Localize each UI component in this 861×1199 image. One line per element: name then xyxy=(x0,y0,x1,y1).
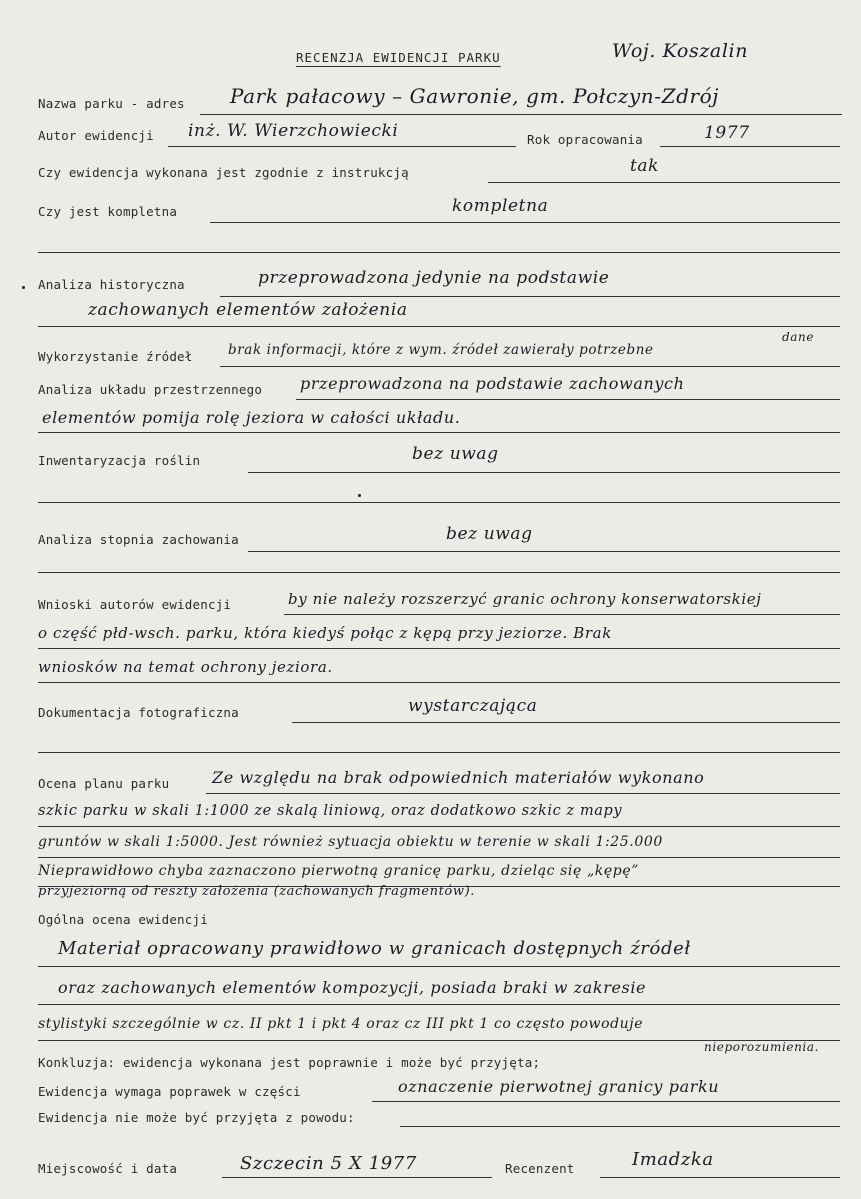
entry-complete: kompletna xyxy=(452,196,549,216)
entry-overall-3: stylistyki szczególnie w cz. II pkt 1 i pkt 4 oraz cz III pkt 1 co często powoduje xyxy=(38,1016,644,1032)
entry-plan-5: przyjeziorną od reszty założenia (zachowanych fragmentów). xyxy=(38,884,475,899)
entry-historical-2: zachowanych elementów założenia xyxy=(88,300,408,320)
rule xyxy=(660,146,840,147)
rule xyxy=(206,793,840,794)
label-preservation: Analiza stopnia zachowania xyxy=(38,532,239,547)
entry-preservation: bez uwag xyxy=(446,524,533,544)
entry-photo: wystarczająca xyxy=(408,696,538,716)
label-complete: Czy jest kompletna xyxy=(38,204,178,219)
rule xyxy=(248,551,840,552)
margin-dot xyxy=(22,286,25,289)
rule xyxy=(38,682,840,683)
label-sources: Wykorzystanie źródeł xyxy=(38,349,193,364)
rule xyxy=(38,252,840,253)
entry-conclusions-1: by nie należy rozszerzyć granic ochrony konserwatorskiej xyxy=(288,590,762,608)
rule xyxy=(296,399,840,400)
rule xyxy=(38,326,840,327)
reviewer-signature: Imadzka xyxy=(632,1149,714,1170)
label-place-date: Miejscowość i data xyxy=(38,1161,178,1176)
entry-plan-1: Ze względu na brak odpowiednich materiałów wykonano xyxy=(212,768,705,787)
entry-sources-note: dane xyxy=(782,330,815,344)
entry-plan-2: szkic parku w skali 1:1000 ze skalą liniową, oraz dodatkowo szkic z mapy xyxy=(38,803,623,819)
rule xyxy=(222,1177,492,1178)
rule xyxy=(284,614,840,615)
rule xyxy=(600,1177,840,1178)
entry-overall-1: Materiał opracowany prawidłowo w granicach dostępnych źródeł xyxy=(58,938,691,959)
entry-name-address: Park pałacowy – Gawronie, gm. Połczyn-Zdrój xyxy=(230,84,720,108)
label-historical: Analiza historyczna xyxy=(38,277,185,292)
entry-historical-1: przeprowadzona jedynie na podstawie xyxy=(258,268,610,288)
region-note: Woj. Koszalin xyxy=(612,40,749,62)
rule xyxy=(248,472,840,473)
entry-plants: bez uwag xyxy=(412,444,499,464)
label-plan: Ocena planu parku xyxy=(38,776,170,791)
rule xyxy=(372,1101,840,1102)
entry-spatial-1: przeprowadzona na podstawie zachowanych xyxy=(300,374,685,393)
entry-per-instruction: tak xyxy=(630,156,660,176)
label-photo: Dokumentacja fotograficzna xyxy=(38,705,239,720)
entry-needs-fix: oznaczenie pierwotnej granicy parku xyxy=(398,1077,720,1096)
label-overall: Ogólna ocena ewidencji xyxy=(38,912,208,927)
label-per-instruction: Czy ewidencja wykonana jest zgodnie z instrukcją xyxy=(38,165,409,180)
entry-plan-3: gruntów w skali 1:5000. Jest również sytuacja obiektu w terenie w skali 1:25.000 xyxy=(38,834,663,850)
entry-overall-2: oraz zachowanych elementów kompozycji, posiada braki w zakresie xyxy=(58,978,647,997)
rule xyxy=(220,366,840,367)
rule xyxy=(292,722,840,723)
entry-conclusions-3: wniosków na temat ochrony jeziora. xyxy=(38,658,333,676)
rule xyxy=(38,966,840,967)
label-rejected: Ewidencja nie może być przyjęta z powodu: xyxy=(38,1110,355,1125)
entry-place-date: Szczecin 5 X 1977 xyxy=(240,1153,417,1174)
rule xyxy=(210,222,840,223)
rule xyxy=(38,432,840,433)
entry-conclusions-2: o część płd-wsch. parku, która kiedyś połąc z kępą przy jeziorze. Brak xyxy=(38,624,612,642)
entry-author: inż. W. Wierzchowiecki xyxy=(188,121,399,141)
label-needs-fix: Ewidencja wymaga poprawek w części xyxy=(38,1084,301,1099)
label-conclusions: Wnioski autorów ewidencji xyxy=(38,597,232,612)
margin-dot xyxy=(358,494,361,497)
rule xyxy=(488,182,840,183)
rule xyxy=(200,114,842,115)
entry-spatial-2: elementów pomija rolę jeziora w całości układu. xyxy=(42,408,461,427)
rule xyxy=(38,572,840,573)
form-title: RECENZJA EWIDENCJI PARKU xyxy=(296,50,501,65)
label-conclusion-ok: Konkluzja: ewidencja wykonana jest poprawnie i może być przyjęta; xyxy=(38,1055,541,1070)
label-reviewer: Recenzent xyxy=(505,1161,575,1176)
rule xyxy=(220,296,840,297)
label-year: Rok opracowania xyxy=(527,132,643,147)
rule xyxy=(400,1126,840,1127)
rule xyxy=(38,1004,840,1005)
label-author: Autor ewidencji xyxy=(38,128,154,143)
label-spatial: Analiza układu przestrzennego xyxy=(38,382,263,397)
rule xyxy=(38,857,840,858)
entry-plan-4: Nieprawidłowo chyba zaznaczono pierwotną granicę parku, dzieląc się „kępę” xyxy=(38,863,639,879)
entry-sources: brak informacji, które z wym. źródeł zawierały potrzebne xyxy=(228,342,654,358)
entry-year: 1977 xyxy=(704,123,750,143)
rule xyxy=(38,502,840,503)
entry-overall-4: nieporozumienia. xyxy=(704,1040,820,1054)
rule xyxy=(38,752,840,753)
rule xyxy=(168,146,516,147)
rule xyxy=(38,648,840,649)
rule xyxy=(38,826,840,827)
label-plants: Inwentaryzacja roślin xyxy=(38,453,201,468)
label-name-address: Nazwa parku - adres xyxy=(38,96,185,111)
